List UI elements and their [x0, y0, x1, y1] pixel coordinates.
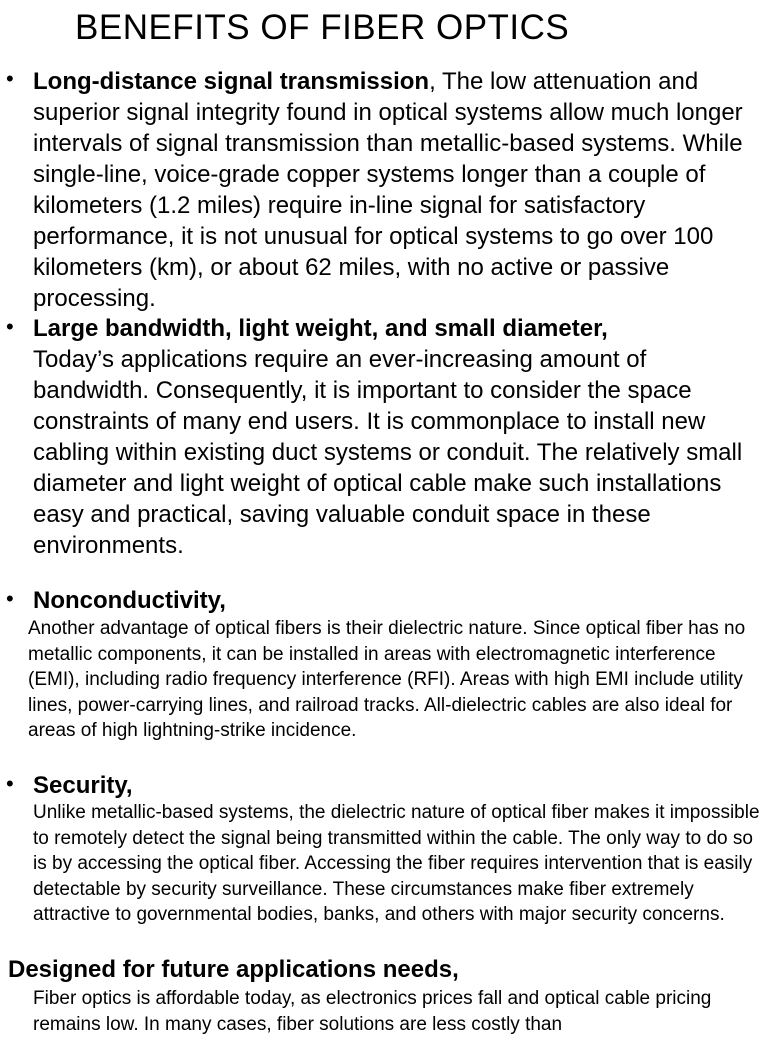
- section-nonconductivity-heading: Nonconductivity,: [33, 587, 226, 614]
- section-long-distance-body: The low attenuation and superior signal integrity found in optical systems allow much longer intervals of signal transmission than metallic-based systems. While single-line, voice-grade copper systems longer than a couple of kilometers (1.2 miles) require in-line signal for satisfactory performance, it is not unusual for optical systems to go over 100 kilometers (km), or about 62 miles, with no active or passive processing.: [33, 68, 743, 312]
- section-long-distance-text: [33, 66, 765, 314]
- bullet-marker: •: [6, 771, 14, 796]
- bullet-marker: •: [6, 586, 14, 611]
- section-security-heading: Security,: [33, 772, 133, 799]
- section-nonconductivity-body: Another advantage of optical fibers is their dielectric nature. Since optical fiber has no metallic components, it can be installed in areas with electromagnetic interference (EMI), including radio frequency interference (RFI). Areas with high EMI include utility lines, power-carrying lines, and railroad tracks. All-dielectric cables are also ideal for areas of high lightning-strike incidence.: [28, 618, 746, 741]
- section-future-applications-heading: Designed for future applications needs,: [8, 956, 459, 983]
- bullet-marker: •: [6, 314, 14, 339]
- section-long-distance-heading-suffix: ,: [429, 68, 436, 95]
- section-bandwidth-body: Today’s applications require an ever-increasing amount of bandwidth. Consequently, it is important to consider the space constraints of many end users. It is commonplace to install new cabling within existing duct systems or conduit. The relatively small diameter and light weight of optical cable make such installations easy and practical, saving valuable conduit space in these environments.: [33, 346, 743, 559]
- bullet-marker: •: [6, 66, 14, 91]
- section-future-applications-body: Fiber optics is affordable today, as electronics prices fall and optical cable pricing remains low. In many cases, fiber solutions are less costly than: [33, 988, 712, 1035]
- section-security-body: Unlike metallic-based systems, the dielectric nature of optical fiber makes it impossible to remotely detect the signal being transmitted within the cable. The only way to do so is by accessing the optical fiber. Accessing the fiber requires intervention that is easily detectable by security surveillance. These circumstances make fiber extremely attractive to governmental bodies, banks, and others with major security concerns.: [33, 802, 760, 925]
- section-long-distance-heading: Long-distance signal transmission: [33, 68, 430, 95]
- section-bandwidth-heading: Large bandwidth, light weight, and small diameter,: [33, 315, 608, 342]
- page-title: BENEFITS OF FIBER OPTICS: [75, 8, 570, 47]
